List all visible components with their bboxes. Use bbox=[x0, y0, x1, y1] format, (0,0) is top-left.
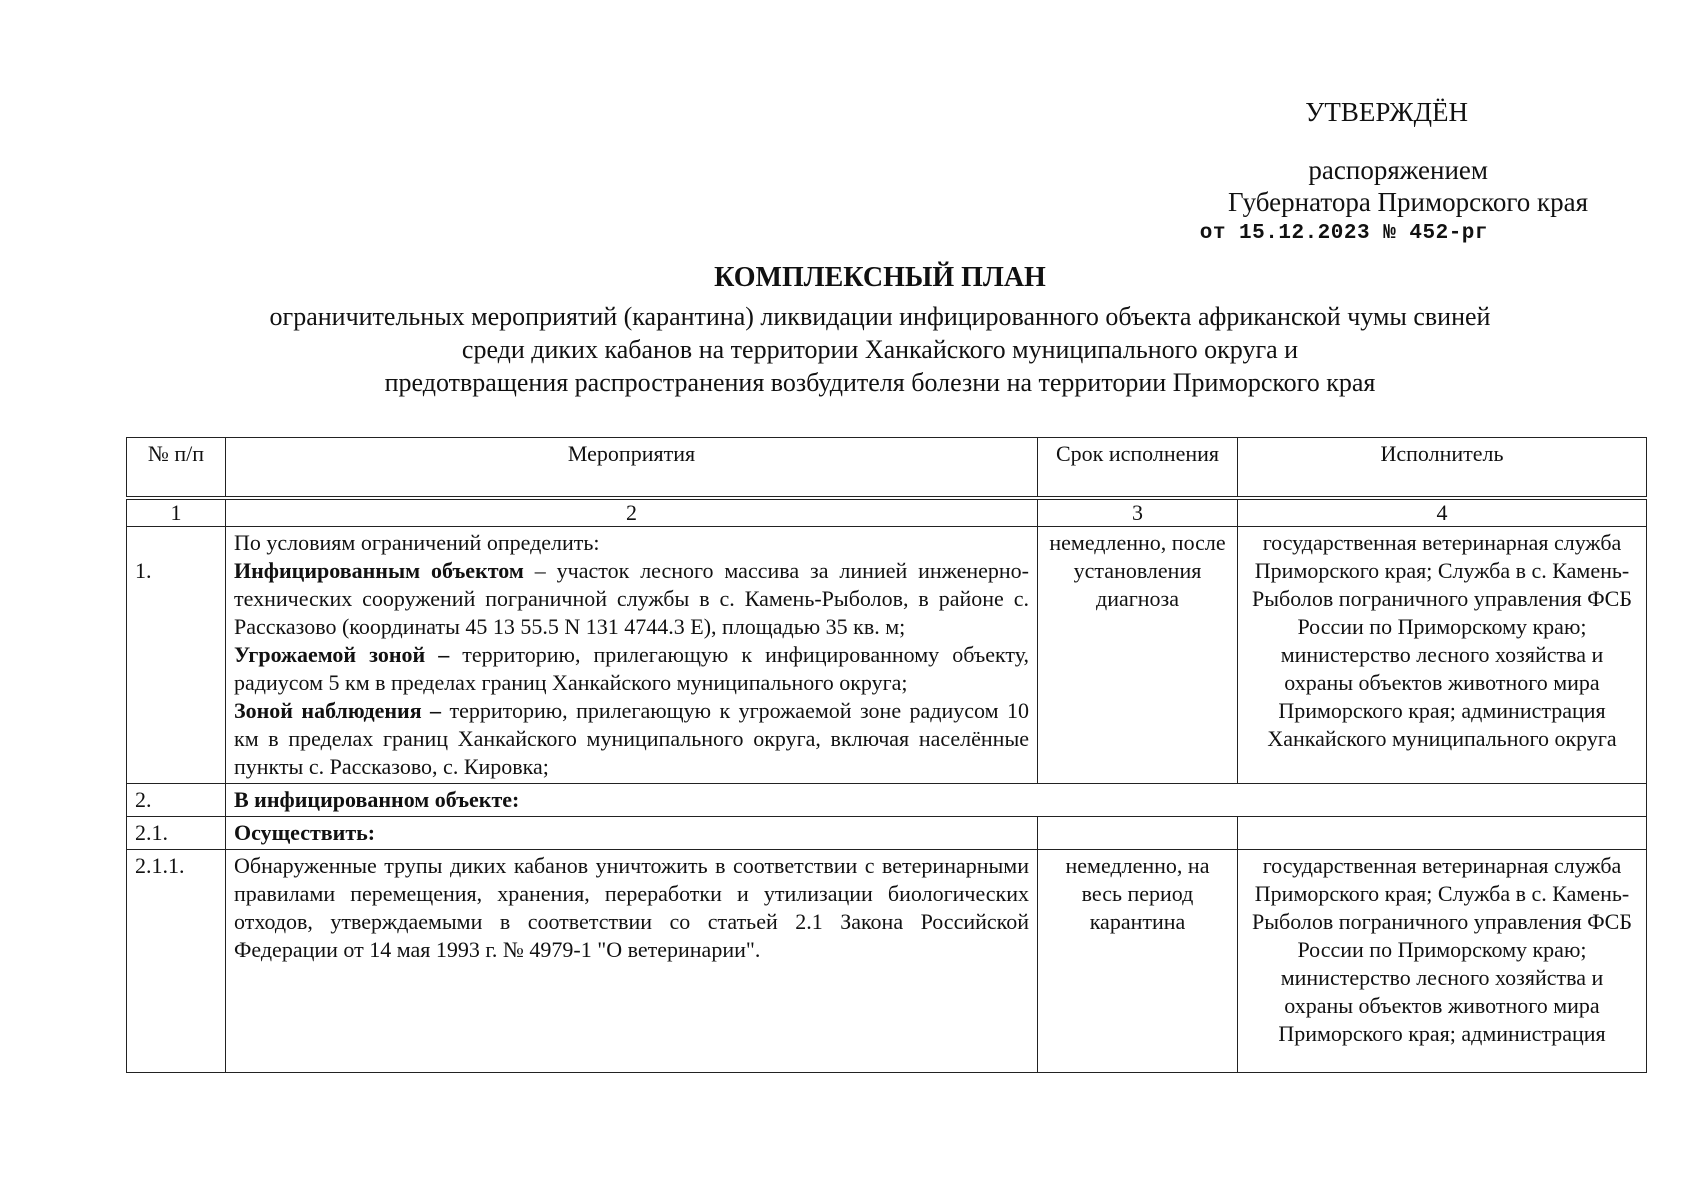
plan-table bbox=[126, 437, 1647, 1073]
row-subsection-heading: Осуществить: bbox=[226, 817, 1038, 850]
row-number: 1. bbox=[127, 527, 226, 784]
header-deadline: Срок исполнения bbox=[1038, 438, 1238, 497]
document-title: КОМПЛЕКСНЫЙ ПЛАН bbox=[714, 262, 1046, 293]
subtitle-line: предотвращения распространения возбудителя болезни на территории Приморского края bbox=[384, 368, 1376, 397]
column-number: 1 bbox=[127, 500, 226, 527]
header-executor: Исполнитель bbox=[1238, 438, 1647, 497]
column-number: 3 bbox=[1038, 500, 1238, 527]
row-number: 2.1.1. bbox=[127, 850, 226, 1073]
row-executor: государственная ветеринарная служба Приморского края; Служба в с. Камень-Рыболов пограничного управления ФСБ России по Приморскому краю; министерство лесного хозяйства и охраны объектов животного мира Приморского края; администрация bbox=[1238, 850, 1647, 1073]
row-deadline: немедленно, на весь период карантина bbox=[1038, 850, 1238, 1073]
table-header-row bbox=[127, 438, 1647, 497]
table-row bbox=[127, 817, 1647, 850]
column-number: 2 bbox=[226, 500, 1038, 527]
subtitle-line: среди диких кабанов на территории Ханкайского муниципального округа и bbox=[461, 335, 1299, 364]
column-numbers-row bbox=[127, 500, 1647, 527]
order-date-number: от 15.12.2023 № 452-рг bbox=[1199, 222, 1488, 245]
row-section-heading: В инфицированном объекте: bbox=[226, 784, 1647, 817]
column-number: 4 bbox=[1238, 500, 1647, 527]
row-activity: Обнаруженные трупы диких кабанов уничтожить в соответствии с ветеринарными правилами перемещения, хранения, переработки и утилизации биологических отходов, утверждаемыми в соответствии со статьей 2.1 Закона Российской Федерации от 14 мая 1993 г. № 4979-1 "О ветеринарии". bbox=[226, 850, 1038, 1073]
header-number: № п/п bbox=[127, 438, 226, 497]
row-executor: государственная ветеринарная служба Приморского края; Служба в с. Камень-Рыболов пограничного управления ФСБ России по Приморскому краю; министерство лесного хозяйства и охраны объектов животного мира Приморского края; администрация Ханкайского муниципального округа bbox=[1238, 527, 1647, 784]
order-label: распоряжением bbox=[1308, 155, 1488, 185]
table-row bbox=[127, 527, 1647, 784]
approval-block bbox=[1168, 96, 1588, 250]
term-observation-zone: Зоной наблюдения – bbox=[234, 698, 442, 723]
row-number: 2. bbox=[127, 784, 226, 817]
issuer-label: Губернатора Приморского края bbox=[1228, 187, 1588, 217]
term-infected-object: Инфицированным объектом bbox=[234, 558, 524, 583]
row-number: 2.1. bbox=[127, 817, 226, 850]
term-threatened-zone: Угрожаемой зоной – bbox=[234, 642, 450, 667]
header-activities: Мероприятия bbox=[226, 438, 1038, 497]
document-subtitle bbox=[120, 300, 1640, 399]
table-row bbox=[127, 850, 1647, 1073]
row-intro: По условиям ограничений определить: bbox=[234, 530, 600, 555]
row-deadline: немедленно, после установления диагноза bbox=[1038, 527, 1238, 784]
subtitle-line: ограничительных мероприятий (карантина) ликвидации инфицированного объекта африканской чумы свиней bbox=[269, 302, 1491, 331]
table-row bbox=[127, 784, 1647, 817]
row-activity: По условиям ограничений определить: Инфицированным объектом – участок лесного массива за линией инженерно-технических сооружений пограничной службы в с. Камень-Рыболов, в районе с. Рассказово (координаты 45 13 55.5 N 131 4744.3 E), площадью 35 кв. м; Угрожаемой зоной – территорию, прилегающую к инфицированному объекту, радиусом 5 км в пределах границ Ханкайского муниципального округа; Зоной наблюдения – территорию, прилегающую к угрожаемой зоне радиусом 10 км в пределах границ Ханкайского муниципального округа, включая населённые пункты с. Рассказово, с. Кировка; bbox=[226, 527, 1038, 784]
approved-label: УТВЕРЖДЁН bbox=[1305, 97, 1468, 127]
